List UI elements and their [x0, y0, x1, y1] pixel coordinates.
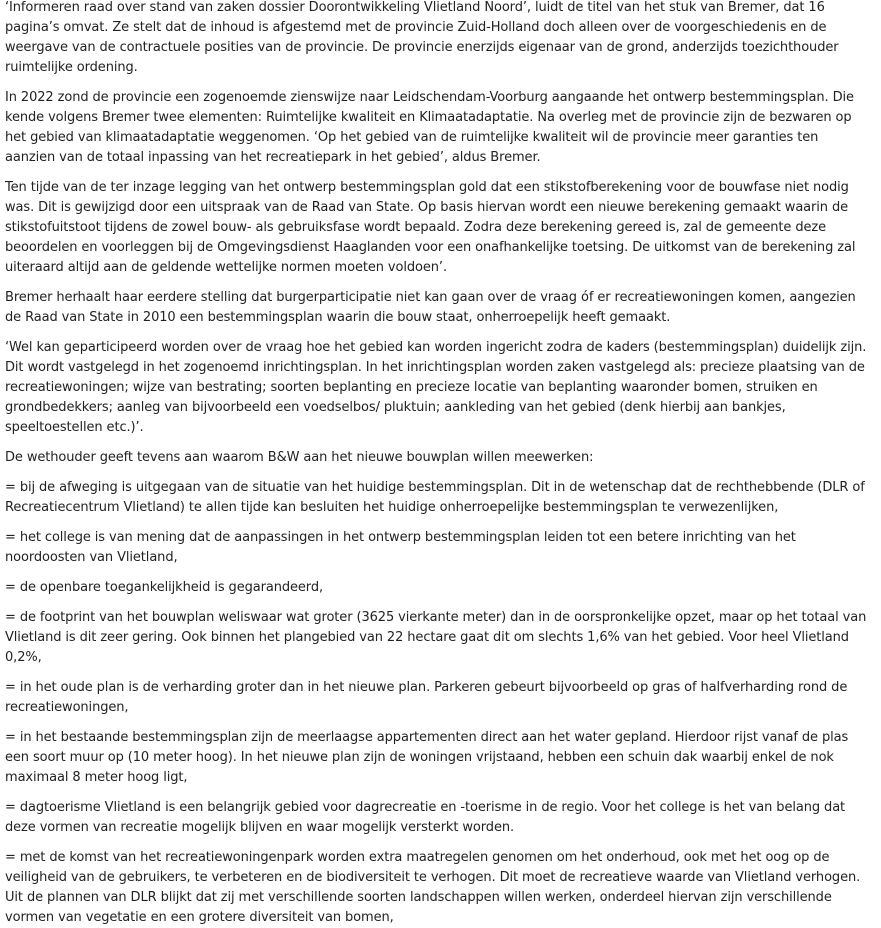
list-item-onderhoud: = met de komst van het recreatiewoningenpark worden extra maatregelen genomen om het onderhoud, ook met het oog op de veiligheid van de gebruikers, te verbeteren en de biodiversiteit te verhogen. Dit moet de recreatieve waarde van Vlietland verhogen. Uit de plannen van DLR blijkt dat zij met verschillende soorten landschappen willen werken, onderdeel hiervan zijn verschillende vormen van vegetatie en een grotere diversiteit van bomen,: [5, 850, 861, 925]
list-item-toegankelijkheid: = de openbare toegankelijkheid is gegarandeerd,: [5, 580, 324, 595]
paragraph-burgerparticipatie: Bremer herhaalt haar eerdere stelling dat burgerparticipatie niet kan gaan over de vraag óf er recreatiewoningen komen, aangezien de Raad van State in 2010 een bestemmingsplan waarin die bouw staat, onherroepelijk heeft gemaakt.: [5, 290, 856, 325]
paragraph-stikstof: Ten tijde van de ter inzage legging van het ontwerp bestemmingsplan gold dat een stikstofberekening voor de bouwfase niet nodig was. Dit is gewijzigd door een uitspraak van de Raad van State. Op basis hiervan wordt een nieuwe berekening gemaakt waarin de stikstofuitstoot tijdens de zowel bouw- als gebruiksfase wordt bepaald. Zodra deze berekening gereed is, zal de gemeente deze beoordelen en voorleggen bij de Omgevingsdienst Haaglanden voor een onafhankelijke toetsing. De uitkomst van de berekening zal uiteraard altijd aan de geldende wettelijke normen moeten voldoen’.: [5, 180, 856, 275]
paragraph-inrichtingsplan: ‘Wel kan geparticipeerd worden over de vraag hoe het gebied kan worden ingericht zodra de kaders (bestemmingsplan) duidelijk zijn. Dit wordt vastgelegd in het zogenoemd inrichtingsplan. In het inrichtingsplan worden zaken vastgelegd als: precieze plaatsing van de recreatiewoningen; wijze van bestrating; soorten beplanting en precieze locatie van beplanting waaronder bomen, struiken en grondbedekkers; aanleg van bijvoorbeeld een voedselbos/ pluktuin; aankleding van het gebied (denk hierbij aan bankjes, speeltoestellen etc.)’.: [5, 340, 867, 435]
paragraph-zienswijze: In 2022 zond de provincie een zogenoemde zienswijze naar Leidschendam-Voorburg aangaande het ontwerp bestemmingsplan. Die kende volgens Bremer twee elementen: Ruimtelijke kwaliteit en Klimaatadaptatie. Na overleg met de provincie zijn de bezwaren op het gebied van klimaatadaptatie weggenomen. ‘Op het gebied van de ruimtelijke kwaliteit wil de provincie meer garanties ten aanzien van de totaal inpassing van het recreatiepark in het gebied’, aldus Bremer.: [5, 90, 854, 165]
list-item-footprint: = de footprint van het bouwplan weliswaar wat groter (3625 vierkante meter) dan in de oorspronkelijke opzet, maar op het totaal van Vlietland is dit zeer gering. Ook binnen het plangebied van 22 hectare gaat dit om slechts 1,6% van het gebied. Voor heel Vlietland 0,2%,: [5, 610, 867, 665]
paragraph-title-intro: ‘Informeren raad over stand van zaken dossier Doorontwikkeling Vlietland Noord’, luidt de titel van het stuk van Bremer, dat 16 pagina’s omvat. Ze stelt dat de inhoud is afgestemd met de provincie Zuid-Holland doch alleen over de voorgeschiedenis en de weergave van de contractuele posities van de provincie. De provincie enerzijds eigenaar van de grond, anderzijds toezichthouder ruimtelijke ordening.: [5, 0, 839, 75]
list-item-dagtoerisme: = dagtoerisme Vlietland is een belangrijk gebied voor dagrecreatie en -toerisme in de regio. Voor het college is het van belang dat deze vormen van recreatie mogelijk blijven en waar mogelijk versterkt worden.: [5, 800, 846, 835]
list-item-afweging: = bij de afweging is uitgegaan van de situatie van het huidige bestemmingsplan. Dit in de wetenschap dat de rechthebbende (DLR of Recreatiecentrum Vlietland) te allen tijde kan besluiten het huidige onherroepelijke bestemmingsplan te verwezenlijken,: [5, 480, 865, 515]
paragraph-wethouder-intro: De wethouder geeft tevens aan waarom B&W aan het nieuwe bouwplan willen meewerken:: [5, 450, 594, 465]
list-item-verharding: = in het oude plan is de verharding groter dan in het nieuwe plan. Parkeren gebeurt bijvoorbeeld op gras of halfverharding rond de recreatiewoningen,: [5, 680, 848, 715]
list-item-aanpassingen: = het college is van mening dat de aanpassingen in het ontwerp bestemmingsplan leiden tot een betere inrichting van het noordoosten van Vlietland,: [5, 530, 796, 565]
list-item-appartementen: = in het bestaande bestemmingsplan zijn de meerlaagse appartementen direct aan het water gepland. Hierdoor rijst vanaf de plas een soort muur op (10 meter hoog). In het nieuwe plan zijn de woningen vrijstaand, hebben een schuin dak waarbij enkel de nok maximaal 8 meter hoog ligt,: [5, 730, 849, 785]
